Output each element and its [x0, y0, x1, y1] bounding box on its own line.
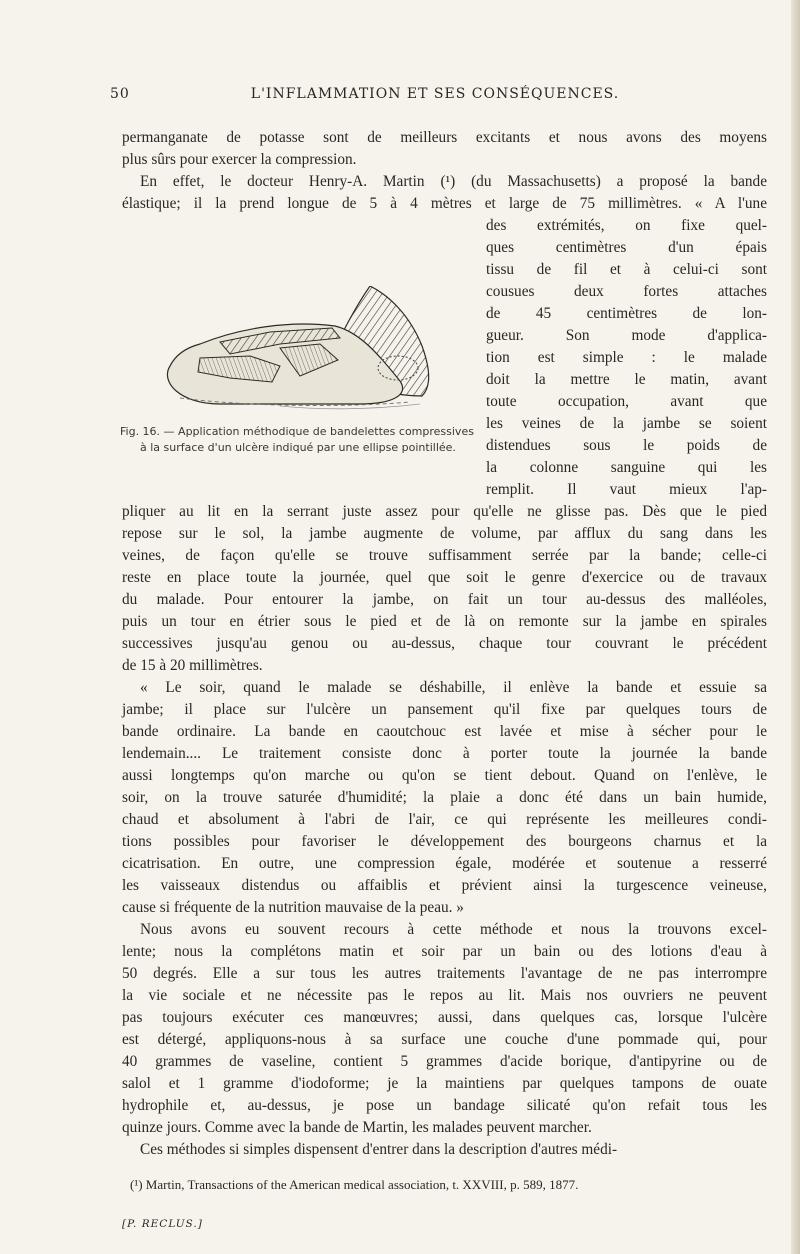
footnote: (¹) Martin, Transactions of the American medical association, t. XXVIII, p. 589, 1877. [130, 1177, 579, 1192]
text-line: de 45 centimètres de lon- [486, 305, 767, 322]
text-line: toute occupation, avant que [486, 393, 767, 410]
text-line: 50 degrés. Elle a sur tous les autres traitements l'avantage de ne pas interrompre [122, 965, 767, 982]
text-line: la colonne sanguine qui les [486, 459, 767, 476]
text-line: est détergé, appliquons-nous à sa surface une couche d'une pommade qui, pour [122, 1031, 767, 1048]
text-line: Ces méthodes si simples dispensent d'entrer dans la description d'autres médi- [140, 1141, 618, 1158]
text-line: de 15 à 20 millimètres. [122, 657, 263, 674]
running-title: L'INFLAMMATION ET SES CONSÉQUENCES. [250, 86, 620, 102]
text-line: tions possibles pour favoriser le développement des bourgeons charnus et la [122, 833, 767, 850]
figure-caption: Fig. 16. — Application méthodique de bandelettes compressives [120, 425, 474, 438]
text-line: lente; nous la complétons matin et soir par un bain ou des lotions d'eau à [122, 943, 767, 960]
text-line: Nous avons eu souvent recours à cette méthode et nous la trouvons excel- [140, 921, 767, 938]
text-line: ques centimètres d'un épais [486, 239, 767, 256]
text-line: élastique; il la prend longue de 5 à 4 mètres et large de 75 millimètres. « A l'une [122, 195, 767, 212]
text-line: puis un tour en étrier sous le pied et de là on remonte sur la jambe en spirales [122, 613, 767, 630]
text-line: salol et 1 gramme d'iodoforme; je la maintiens par quelques tampons de ouate [122, 1075, 767, 1092]
text-line: 40 grammes de vaseline, contient 5 grammes d'acide borique, d'antipyrine ou de [122, 1053, 767, 1070]
text-line: des extrémités, on fixe quel- [486, 217, 767, 234]
text-line: aussi longtemps qu'on marche ou qu'on se tient debout. Quand on l'enlève, le [122, 767, 767, 784]
text-line: successives jusqu'au genou ou au-dessus, chaque tour couvrant le précédent [122, 635, 767, 652]
text-line: plus sûrs pour exercer la compression. [122, 151, 357, 168]
text-line: cicatrisation. En outre, une compression égale, modérée et soutenue a resserré [122, 855, 767, 872]
printer-signature: [P. RECLUS.] [122, 1218, 203, 1230]
text-line: chaud et absolument à l'abri de l'air, ce qui représente les meilleures condi- [122, 811, 767, 828]
text-line: jambe; il place sur l'ulcère un pansement qu'il fixe par quelques tours de [122, 701, 767, 718]
text-line: quinze jours. Comme avec la bande de Martin, les malades peuvent marcher. [122, 1119, 592, 1136]
text-line: lendemain.... Le traitement consiste donc à porter toute la journée la bande [122, 745, 767, 762]
text-line: cousues deux fortes attaches [486, 283, 767, 300]
text-line: gueur. Son mode d'applica- [486, 327, 767, 344]
text-line: hydrophile et, au-dessus, je pose un bandage silicaté qu'on refait tous les [122, 1097, 767, 1114]
text-line: du malade. Pour entourer la jambe, on fait un tour au-dessus des malléoles, [122, 591, 767, 608]
text-line: soir, on la trouve saturée d'humidité; la plaie a donc été dans un bain humide, [122, 789, 767, 806]
text-line: veines, de façon qu'elle se trouve suffisamment serrée par la bande; celle-ci [122, 547, 767, 564]
text-line: En effet, le docteur Henry-A. Martin (¹) (du Massachusetts) a proposé la bande [140, 173, 767, 190]
text-line: « Le soir, quand le malade se déshabille, il enlève la bande et essuie sa [140, 679, 767, 696]
text-line: les veines de la jambe se soient [486, 415, 767, 432]
text-line: tion est simple : le malade [486, 349, 767, 366]
text-line: tissu de fil et à celui-ci sont [486, 261, 767, 278]
text-line: remplit. Il vaut mieux l'ap- [486, 481, 767, 498]
text-line: distendues sous le poids de [486, 437, 767, 454]
text-line: doit la mettre le matin, avant [486, 371, 767, 388]
page-number: 50 [110, 86, 130, 102]
figure-caption: à la surface d'un ulcère indiqué par une ellipse pointillée. [140, 441, 456, 454]
text-line: permanganate de potasse sont de meilleurs excitants et nous avons des moyens [122, 129, 767, 146]
text-line: bande ordinaire. La bande en caoutchouc est lavée et mise à sécher pour le [122, 723, 767, 740]
foot-bandage-illustration [160, 286, 482, 410]
text-line: repose sur le sol, la jambe augmente de volume, par afflux du sang dans les [122, 525, 767, 542]
text-line: cause si fréquente de la nutrition mauvaise de la peau. » [122, 899, 464, 916]
text-line: pliquer au lit en la serrant juste assez pour qu'elle ne glisse pas. Dès que le pied [122, 503, 767, 520]
text-line: pas toujours exécuter ces manœuvres; aussi, dans quelques cas, lorsque l'ulcère [122, 1009, 767, 1026]
page-edge [791, 0, 800, 1254]
running-header [110, 86, 760, 106]
text-line: les vaisseaux distendus ou affaiblis et prévient ainsi la turgescence veineuse, [122, 877, 767, 894]
text-line: la vie sociale et ne nécessite pas le repos au lit. Mais nos ouvriers ne peuvent [122, 987, 767, 1004]
text-line: reste en place toute la journée, quel que soit le genre d'exercice ou de travaux [122, 569, 767, 586]
